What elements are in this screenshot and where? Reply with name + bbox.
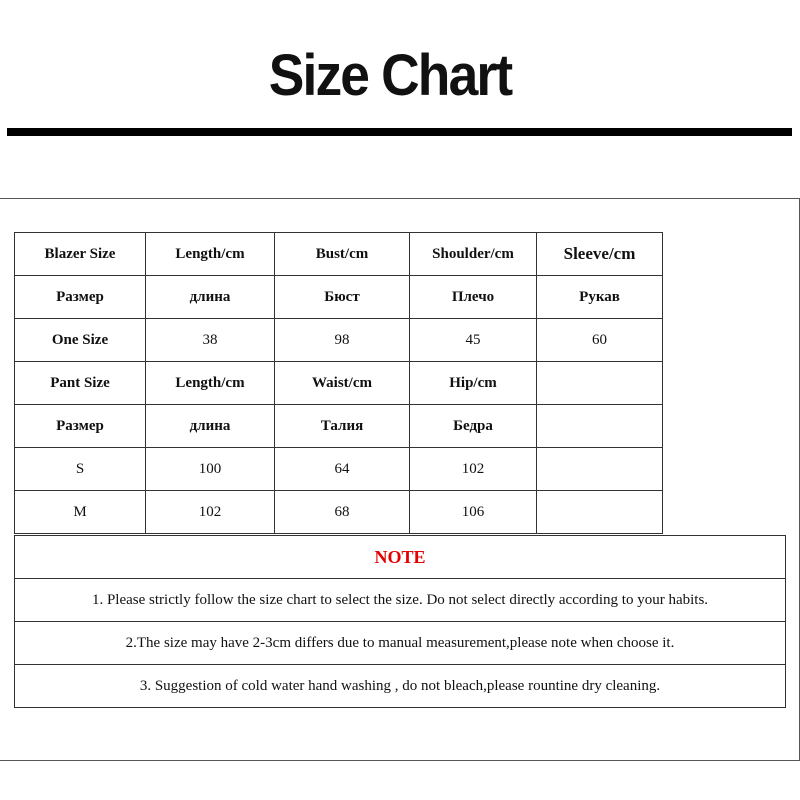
table-cell: Размер bbox=[15, 276, 146, 319]
table-cell: Length/cm bbox=[146, 362, 275, 405]
table-cell: 64 bbox=[275, 448, 410, 491]
table-cell: Размер bbox=[15, 405, 146, 448]
empty-cell bbox=[537, 405, 663, 448]
empty-cell bbox=[537, 491, 663, 534]
table-row bbox=[15, 319, 663, 362]
table-row bbox=[15, 362, 663, 405]
note-line: 1. Please strictly follow the size chart to select the size. Do not select directly according to your habits. bbox=[15, 579, 786, 622]
table-cell: Length/cm bbox=[146, 233, 275, 276]
table-cell: длина bbox=[146, 405, 275, 448]
empty-cell bbox=[537, 362, 663, 405]
table-row bbox=[15, 276, 663, 319]
page-title: Size Chart bbox=[268, 43, 512, 108]
table-cell: Рукав bbox=[537, 276, 663, 319]
table-cell: 102 bbox=[146, 491, 275, 534]
table-cell: Pant Size bbox=[15, 362, 146, 405]
table-cell: S bbox=[15, 448, 146, 491]
table-cell: 68 bbox=[275, 491, 410, 534]
table-row bbox=[15, 536, 786, 579]
title-divider bbox=[7, 128, 792, 136]
frame-bottom-line bbox=[0, 760, 800, 761]
table-cell: длина bbox=[146, 276, 275, 319]
table-cell: One Size bbox=[15, 319, 146, 362]
table-row bbox=[15, 448, 663, 491]
empty-cell bbox=[537, 448, 663, 491]
table-row bbox=[15, 579, 786, 622]
table-cell: 38 bbox=[146, 319, 275, 362]
table-cell: Бедра bbox=[410, 405, 537, 448]
note-line: 3. Suggestion of cold water hand washing , do not bleach,please rountine dry cleaning. bbox=[15, 665, 786, 708]
table-row bbox=[15, 491, 663, 534]
table-cell: M bbox=[15, 491, 146, 534]
table-cell: Талия bbox=[275, 405, 410, 448]
notes-table bbox=[14, 535, 786, 708]
table-cell: Плечо bbox=[410, 276, 537, 319]
table-cell: 100 bbox=[146, 448, 275, 491]
table-cell: Bust/cm bbox=[275, 233, 410, 276]
table-row bbox=[15, 622, 786, 665]
table-cell: 98 bbox=[275, 319, 410, 362]
table-cell: 102 bbox=[410, 448, 537, 491]
table-row bbox=[15, 405, 663, 448]
table-row bbox=[15, 233, 663, 276]
table-cell: Sleeve/cm bbox=[537, 233, 663, 276]
table-cell: Бюст bbox=[275, 276, 410, 319]
table-cell: Blazer Size bbox=[15, 233, 146, 276]
size-table bbox=[14, 232, 663, 534]
table-cell: Waist/cm bbox=[275, 362, 410, 405]
note-line: 2.The size may have 2-3cm differs due to manual measurement,please note when choose it. bbox=[15, 622, 786, 665]
table-row bbox=[15, 665, 786, 708]
frame-top-line bbox=[0, 198, 800, 199]
table-cell: Shoulder/cm bbox=[410, 233, 537, 276]
table-cell: Hip/cm bbox=[410, 362, 537, 405]
table-cell: 60 bbox=[537, 319, 663, 362]
note-heading: NOTE bbox=[15, 536, 786, 579]
table-cell: 45 bbox=[410, 319, 537, 362]
table-cell: 106 bbox=[410, 491, 537, 534]
